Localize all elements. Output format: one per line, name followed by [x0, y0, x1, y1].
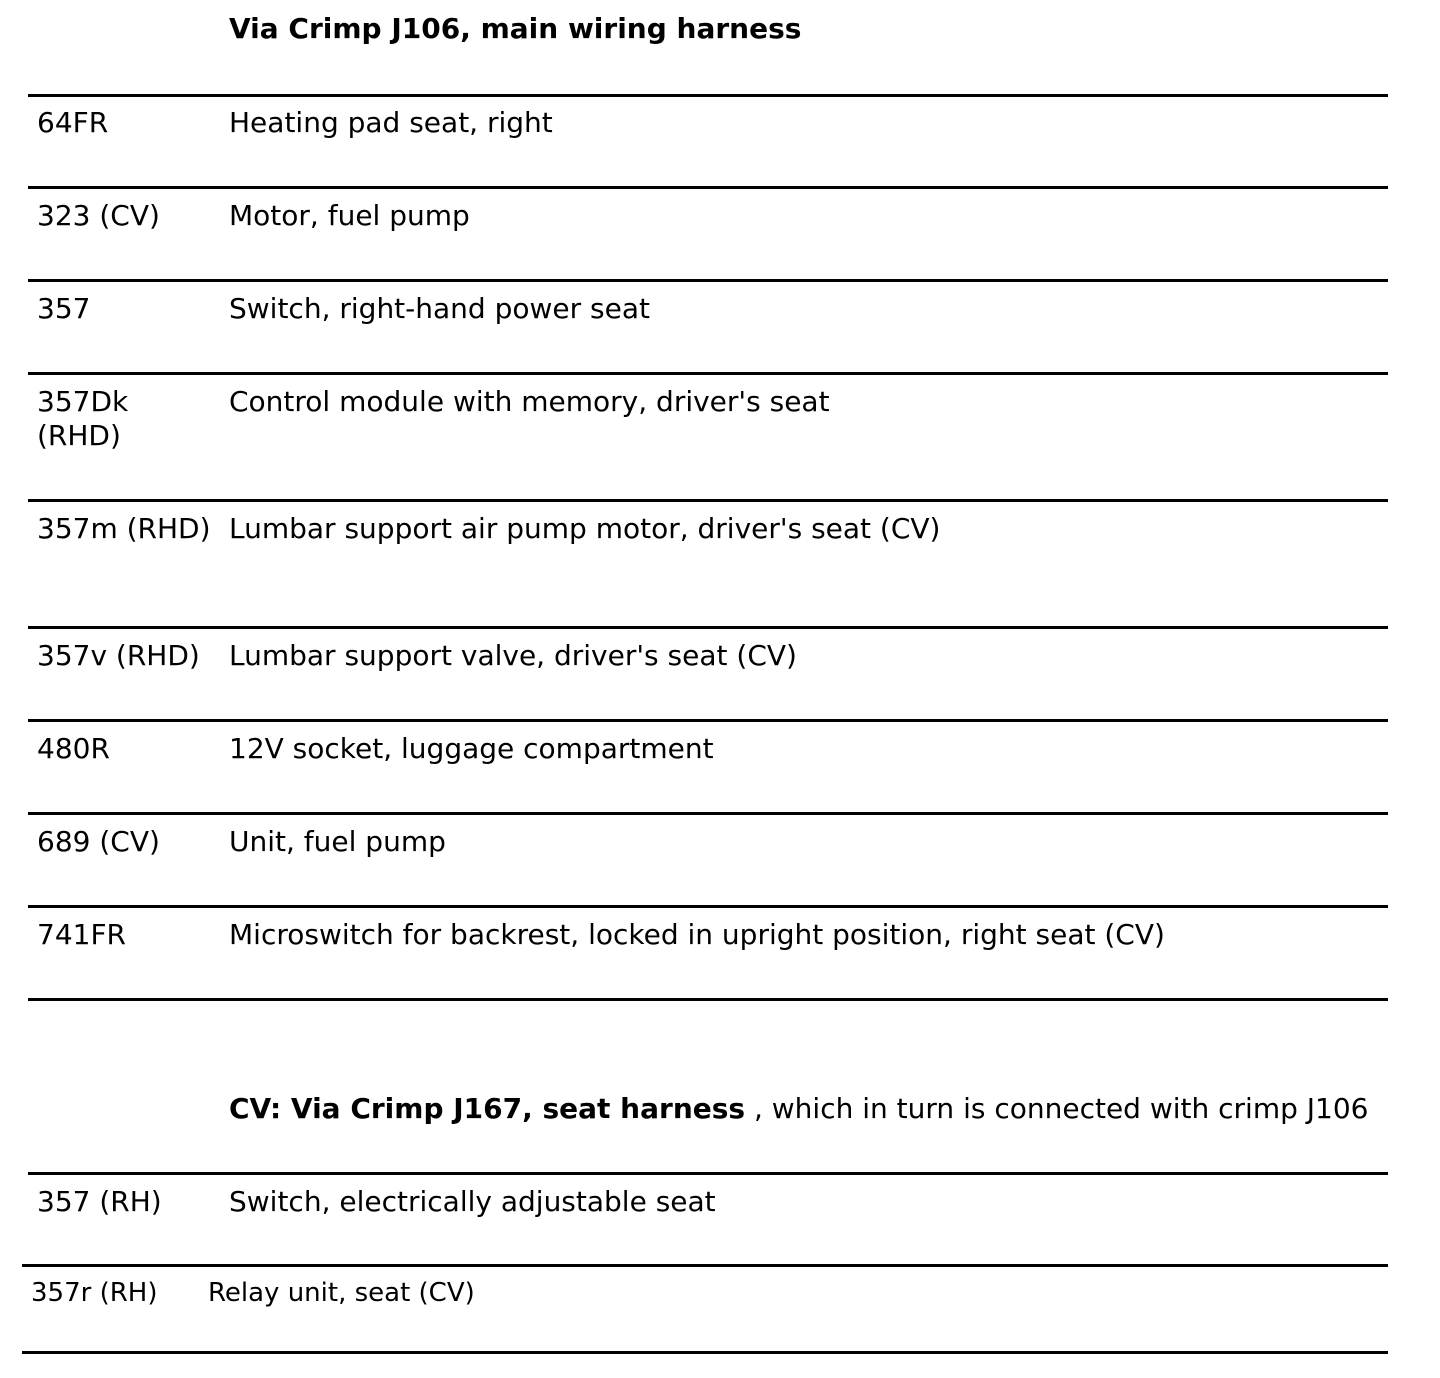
- row-code-689: 689 (CV): [37, 825, 160, 858]
- row-code-480r: 480R: [37, 732, 110, 765]
- row-code-357dk: 357Dk (RHD): [37, 385, 129, 452]
- section1-heading-text: Via Crimp J106, main wiring harness: [229, 12, 802, 45]
- row-code-323: 323 (CV): [37, 199, 160, 232]
- section2-heading-rest: , which in turn is connected with crimp J106: [745, 1092, 1369, 1125]
- row-code-357rh: 357 (RH): [37, 1185, 162, 1218]
- row-code-357: 357: [37, 292, 91, 325]
- row-description-357dk: Control module with memory, driver's seat: [229, 385, 830, 418]
- row-description-64fr: Heating pad seat, right: [229, 106, 553, 139]
- row-description-480r: 12V socket, luggage compartment: [229, 732, 714, 765]
- row-description-357v: Lumbar support valve, driver's seat (CV): [229, 639, 797, 672]
- row-description-323: Motor, fuel pump: [229, 199, 470, 232]
- table-divider: [28, 372, 1388, 375]
- table-divider: [28, 1172, 1388, 1175]
- table-divider: [22, 1351, 1388, 1354]
- row-code-741fr: 741FR: [37, 918, 127, 951]
- table-divider: [28, 812, 1388, 815]
- row-description-357m: Lumbar support air pump motor, driver's seat (CV): [229, 512, 941, 545]
- table-divider: [28, 905, 1388, 908]
- row-code-357v: 357v (RHD): [37, 639, 200, 672]
- table-divider: [22, 1264, 1388, 1267]
- table-divider: [28, 719, 1388, 722]
- table-divider: [28, 998, 1388, 1001]
- section2-heading-bold: CV: Via Crimp J167, seat harness: [229, 1092, 746, 1125]
- table-divider: [28, 279, 1388, 282]
- row-description-357: Switch, right-hand power seat: [229, 292, 650, 325]
- table-divider: [28, 499, 1388, 502]
- row-code-357m: 357m (RHD): [37, 512, 211, 545]
- section2-heading: [229, 1092, 1369, 1126]
- row-code-64fr: 64FR: [37, 106, 109, 139]
- table-divider: [28, 186, 1388, 189]
- row-description-689: Unit, fuel pump: [229, 825, 446, 858]
- row-description-741fr: Microswitch for backrest, locked in upright position, right seat (CV): [229, 918, 1165, 951]
- row-description-357r: Relay unit, seat (CV): [208, 1278, 475, 1308]
- row-code-357r: 357r (RH): [31, 1278, 158, 1308]
- table-divider: [28, 94, 1388, 97]
- row-description-357rh: Switch, electrically adjustable seat: [229, 1185, 716, 1218]
- section1-heading: [229, 12, 801, 46]
- table-divider: [28, 626, 1388, 629]
